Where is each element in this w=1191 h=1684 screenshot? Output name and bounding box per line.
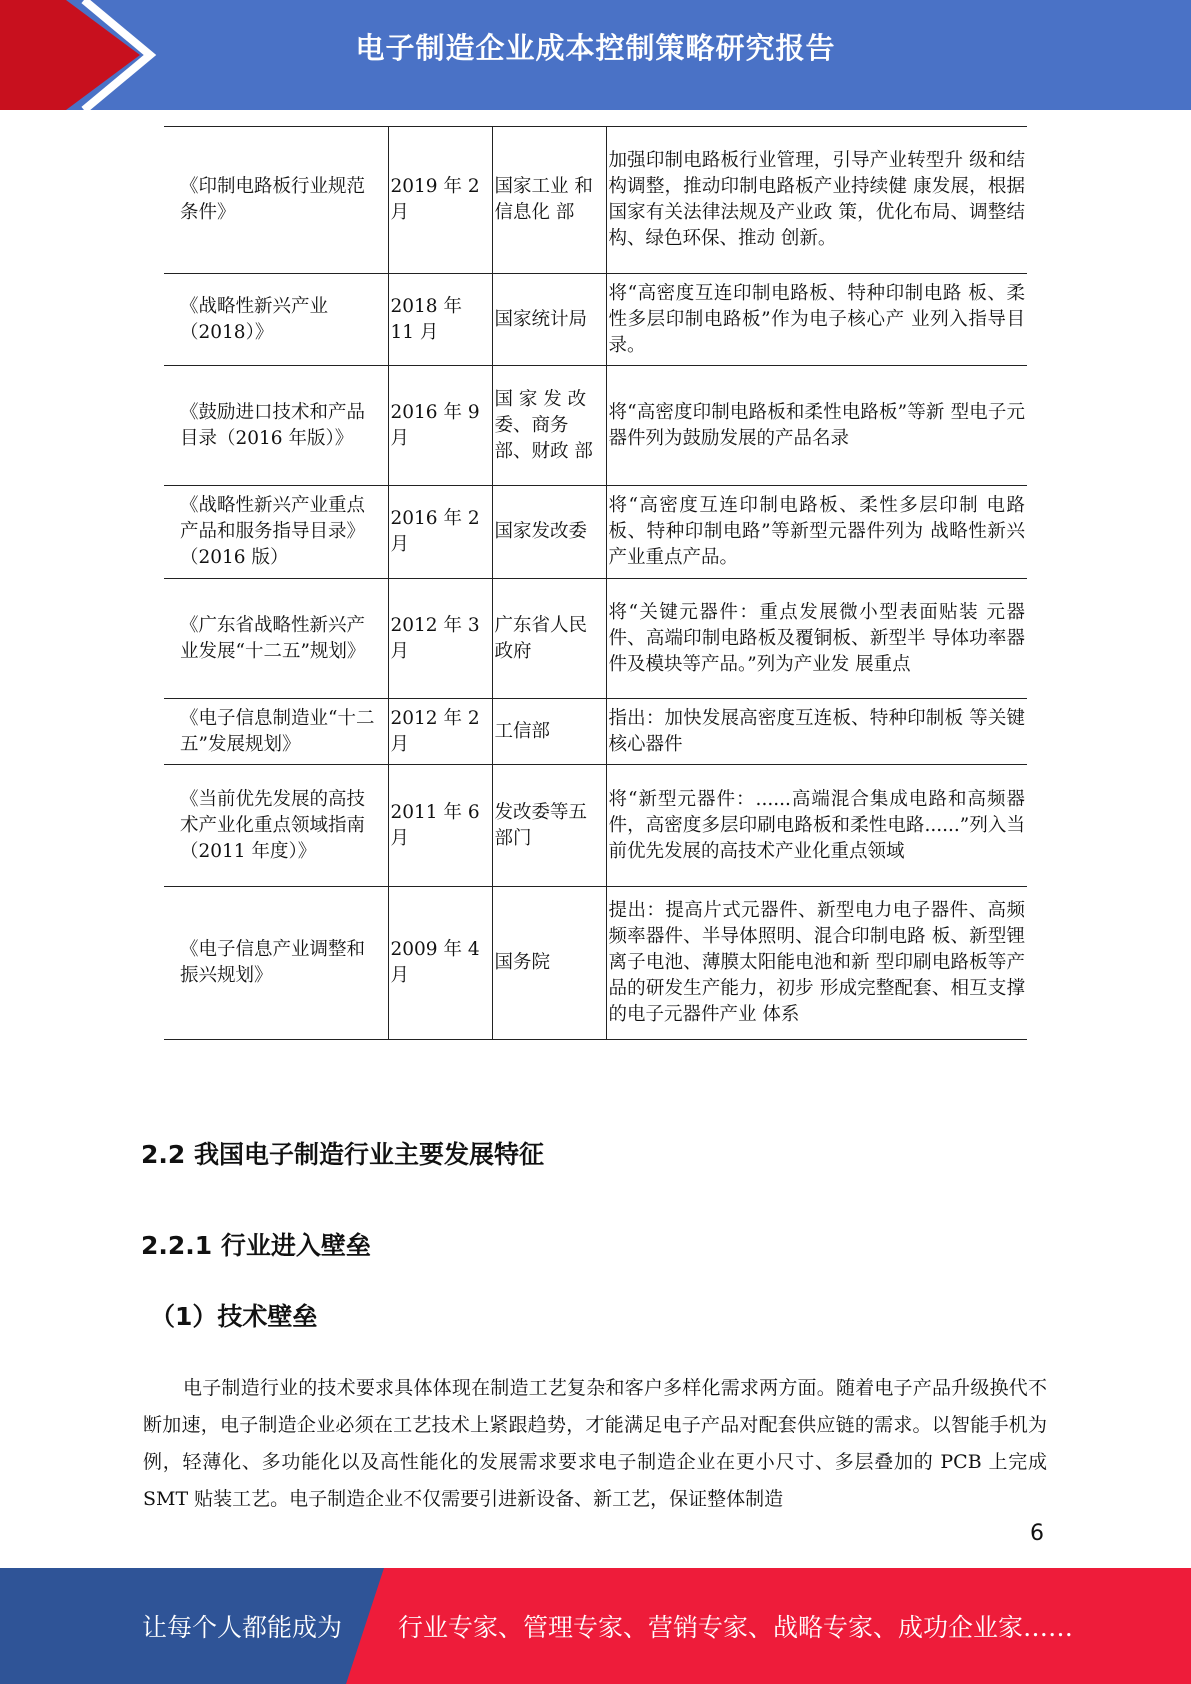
policy-name-cell: 《鼓励进口技术和产品目录（2016 年版）》 xyxy=(164,366,388,486)
policy-content-cell: 将“高密度印制电路板和柔性电路板”等新 型电子元器件列为鼓励发展的产品名录 xyxy=(606,366,1027,486)
policy-issuer-cell: 国务院 xyxy=(492,887,606,1040)
policy-date-cell: 2018 年 11 月 xyxy=(388,274,492,366)
table-row xyxy=(164,486,1027,579)
policy-issuer-cell: 国家发改委 xyxy=(492,486,606,579)
table-row xyxy=(164,366,1027,486)
policy-content-cell: 加强印制电路板行业管理，引导产业转型升 级和结构调整，推动印制电路板产业持续健 康发展，根据国家有关法律法规及产业政 策，优化布局、调整结构、绿色环保、推动 创新。 xyxy=(606,127,1027,274)
policy-issuer-cell: 国家统计局 xyxy=(492,274,606,366)
policy-date-cell: 2019 年 2 月 xyxy=(388,127,492,274)
policy-name-cell: 《战略性新兴产业重点产品和服务指导目录》（2016 版） xyxy=(164,486,388,579)
policy-name-cell: 《广东省战略性新兴产业发展“十二五”规划》 xyxy=(164,579,388,699)
subsection-heading: 2.2.1 行业进入壁垒 xyxy=(141,1231,371,1260)
policy-content-cell: 指出：加快发展高密度互连板、特种印制板 等关键核心器件 xyxy=(606,699,1027,765)
report-title: 电子制造企业成本控制策略研究报告 xyxy=(355,31,836,65)
table-row xyxy=(164,127,1027,274)
policy-date-cell: 2012 年 3 月 xyxy=(388,579,492,699)
policy-content-cell: 将“新型元器件：......高端混合集成电路和高频器件，高密度多层印刷电路板和柔性电路......”列入当前优先发展的高技术产业化重点领域 xyxy=(606,765,1027,887)
policy-issuer-cell: 国 家 发 改委、商务 部、财政 部 xyxy=(492,366,606,486)
policy-issuer-cell: 广东省人民政府 xyxy=(492,579,606,699)
table-row xyxy=(164,274,1027,366)
page-number: 6 xyxy=(1030,1521,1044,1546)
policy-content-cell: 提出：提高片式元器件、新型电力电子器件、高频频率器件、半导体照明、混合印制电路 板、新型锂离子电池、薄膜太阳能电池和新 型印刷电路板等产品的研发生产能力，初步 形成完整配套、相互支撑的电子元器件产业 体系 xyxy=(606,887,1027,1040)
policy-name-cell: 《印制电路板行业规范条件》 xyxy=(164,127,388,274)
footer-slogan-right: 行业专家、管理专家、营销专家、战略专家、成功企业家…… xyxy=(398,1613,1074,1642)
policy-issuer-cell: 发改委等五部门 xyxy=(492,765,606,887)
policy-name-cell: 《当前优先发展的高技术产业化重点领域指南（2011 年度）》 xyxy=(164,765,388,887)
table-row xyxy=(164,579,1027,699)
policy-name-cell: 《电子信息产业调整和振兴规划》 xyxy=(164,887,388,1040)
policy-content-cell: 将“高密度互连印制电路板、特种印制电路 板、柔性多层印制电路板”作为电子核心产 业列入指导目录。 xyxy=(606,274,1027,366)
table-row xyxy=(164,887,1027,1040)
policy-issuer-cell: 国家工业 和信息化 部 xyxy=(492,127,606,274)
policy-date-cell: 2016 年 2 月 xyxy=(388,486,492,579)
page-footer xyxy=(0,1568,1191,1684)
policy-name-cell: 《电子信息制造业“十二五”发展规划》 xyxy=(164,699,388,765)
footer-slogan-left: 让每个人都能成为 xyxy=(142,1613,343,1642)
sub-subsection-heading: （1）技术壁垒 xyxy=(150,1302,318,1331)
policy-table xyxy=(164,126,1027,1040)
policy-date-cell: 2009 年 4 月 xyxy=(388,887,492,1040)
policy-content-cell: 将“高密度互连印制电路板、柔性多层印制 电路板、特种印制电路”等新型元器件列为 战略性新兴产业重点产品。 xyxy=(606,486,1027,579)
policy-content-cell: 将“关键元器件：重点发展微小型表面贴装 元器件、高端印制电路板及覆铜板、新型半 导体功率器件及模块等产品。”列为产业发 展重点 xyxy=(606,579,1027,699)
page-header xyxy=(0,0,1191,110)
table-row xyxy=(164,765,1027,887)
body-paragraph: 电子制造行业的技术要求具体体现在制造工艺复杂和客户多样化需求两方面。随着电子产品升级换代不断加速，电子制造企业必须在工艺技术上紧跟趋势，才能满足电子产品对配套供应链的需求。以智能手机为例，轻薄化、多功能化以及高性能化的发展需求要求电子制造企业在更小尺寸、多层叠加的 PCB 上完成 SMT 贴装工艺。电子制造企业不仅需要引进新设备、新工艺，保证整体制造 xyxy=(143,1377,1047,1510)
section-heading: 2.2 我国电子制造行业主要发展特征 xyxy=(141,1140,544,1169)
policy-issuer-cell: 工信部 xyxy=(492,699,606,765)
policy-date-cell: 2016 年 9 月 xyxy=(388,366,492,486)
policy-date-cell: 2012 年 2 月 xyxy=(388,699,492,765)
policy-date-cell: 2011 年 6 月 xyxy=(388,765,492,887)
table-row xyxy=(164,699,1027,765)
policy-name-cell: 《战略性新兴产业（2018）》 xyxy=(164,274,388,366)
